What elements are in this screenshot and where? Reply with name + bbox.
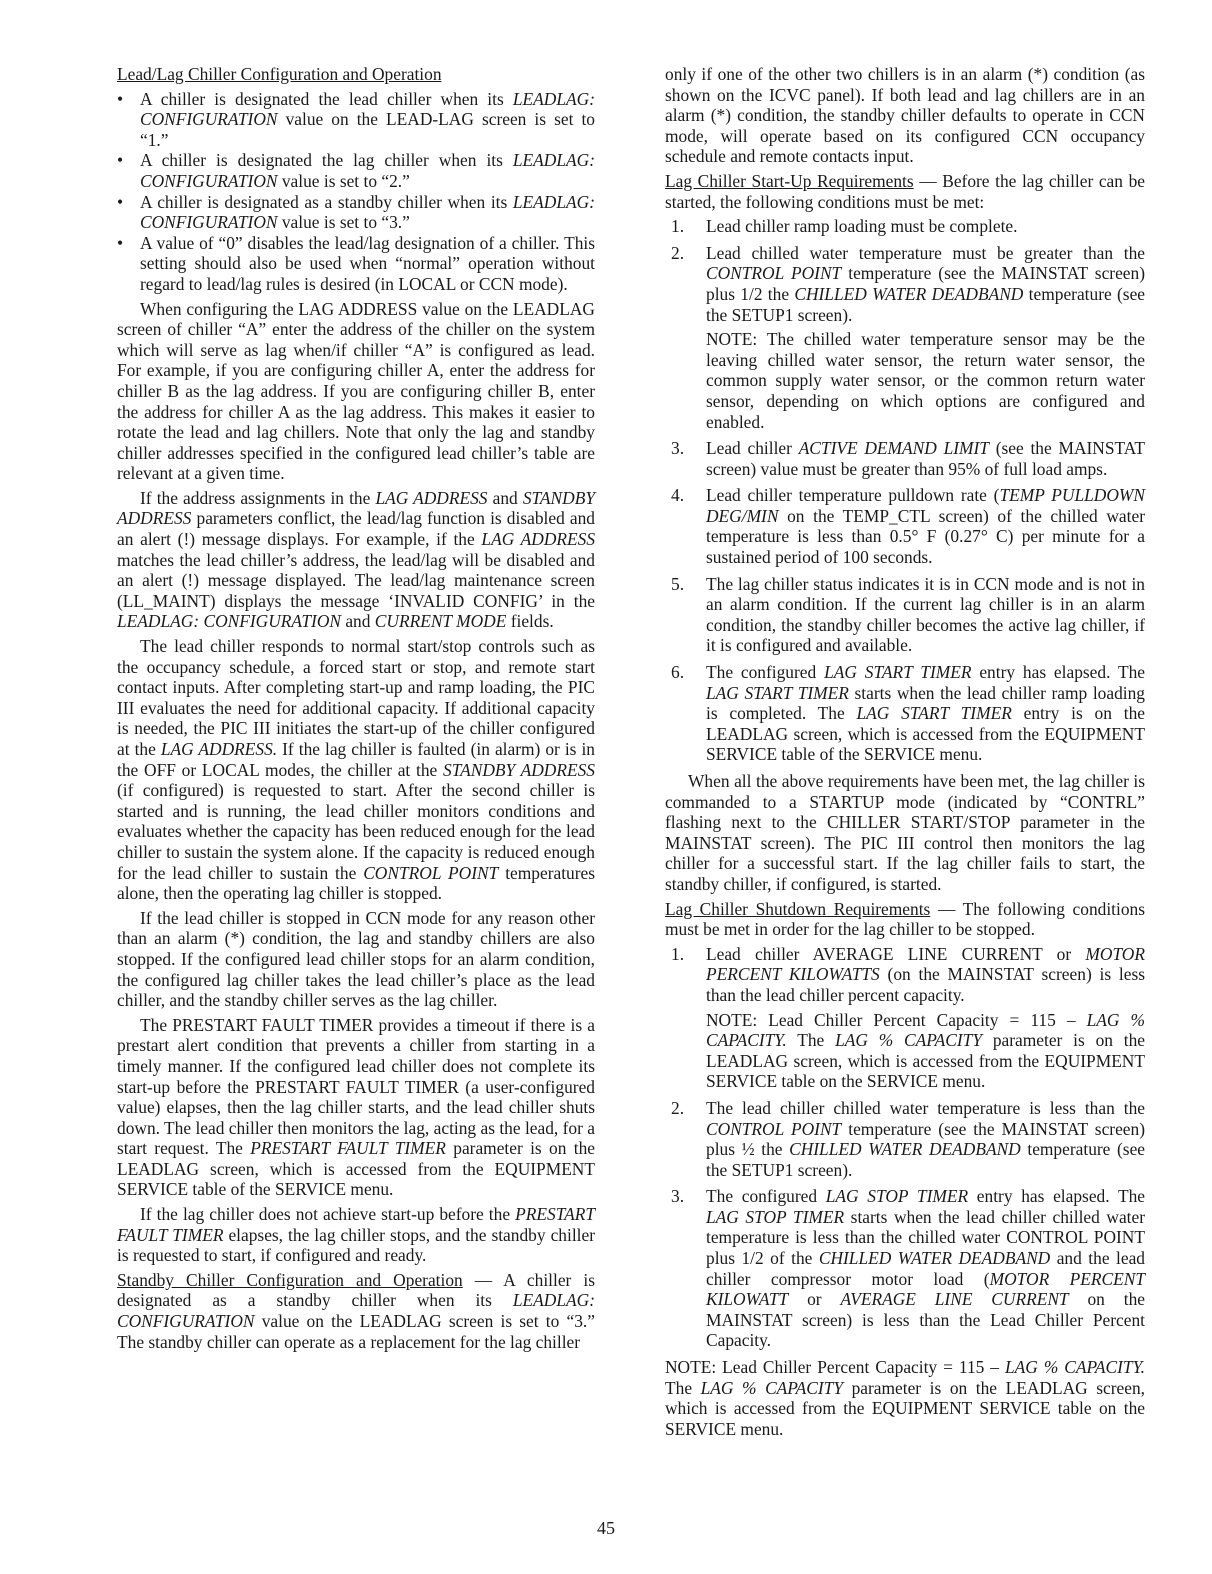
- shutdown-requirements-list: [665, 944, 1145, 1351]
- paragraph-startup-intro: Lag Chiller Start-Up Requirements — Before the lag chiller can be started, the following conditions must be met:: [665, 170, 1145, 212]
- page-number: 45: [597, 1518, 615, 1538]
- paragraph-prestart-timer: The PRESTART FAULT TIMER provides a timeout if there is a prestart alert condition that prevents a chiller from starting in a timely manner. If the configured lead chiller does not complete its start-up before the PRESTART FAULT TIMER (a user-configured value) elapses, then the lag chiller starts, and the lead chiller shuts down. The lead chiller then monitors the lag, acting as the lead, for a start request. The PRESTART FAULT TIMER parameter is on the LEADLAG screen, which is accessed from the EQUIPMENT SERVICE table of the SERVICE menu.: [117, 1014, 596, 1200]
- list-item: 4. Lead chiller temperature pulldown rate (TEMP PULLDOWN DEG/MIN on the TEMP_CTL screen) of the chilled water temperature is less than 0.5° F (0.27° C) per minute for a sustained period of 100 seconds.: [671, 485, 1145, 568]
- list-item: 2. The lead chiller chilled water temperature is less than the CONTROL POINT temperature (see the MAINSTAT screen) plus ½ the CHILLED WATER DEADBAND temperature (see the SETUP1 screen).: [671, 1097, 1146, 1180]
- list-item: • A chiller is designated the lag chiller when its LEADLAG: CONFIGURATION value is set to “2.”: [117, 150, 595, 191]
- designation-list: [117, 89, 595, 295]
- list-item: • A value of “0” disables the lead/lag designation of a chiller. This setting should also be used when “normal” operation without regard to lead/lag rules is desired (in LOCAL or CCN mode).: [117, 232, 595, 294]
- paragraph-startup-mode: When all the above requirements have been met, the lag chiller is commanded to a STARTUP mode (indicated by “CONTRL” flashing next to the CHILLER START/STOP parameter in the MAINSTAT screen). The PIC III control then monitors the lag chiller for a successful start. If the lag chiller fails to start, the standby chiller, if configured, is started.: [665, 771, 1145, 894]
- list-item: 1. Lead chiller AVERAGE LINE CURRENT or MOTOR PERCENT KILOWATTS (on the MAINSTAT screen) is less than the lead chiller percent capacity. NOTE: Lead Chiller Percent Capacity = 115 – LAG % CAPACITY. The LAG % CAPACITY parameter is on the LEADLAG screen, which is accessed from the EQUIPMENT SERVICE table on the SERVICE menu.: [671, 943, 1146, 1092]
- paragraph-standby-continued: only if one of the other two chillers is in an alarm (*) condition (as shown on the ICVC panel). If both lead and lag chillers are in an alarm (*) condition, the standby chiller defaults to operate in CCN mode, will operate based on its configured CCN occupancy schedule and remote contacts input.: [665, 64, 1145, 167]
- final-note: NOTE: Lead Chiller Percent Capacity = 115 – LAG % CAPACITY. The LAG % CAPACITY parameter is on the LEADLAG screen, which is accessed from the EQUIPMENT SERVICE table on the SERVICE menu.: [665, 1357, 1145, 1439]
- list-item: 5. The lag chiller status indicates it is in CCN mode and is not in an alarm condition. If the current lag chiller is in an alarm condition, the standby chiller becomes the active lag chiller, if it is configured and available.: [671, 573, 1145, 656]
- section-heading-shutdown: Lag Chiller Shutdown Requirements: [665, 898, 931, 919]
- list-item: 3. Lead chiller ACTIVE DEMAND LIMIT (see the MAINSTAT screen) value must be greater than 95% of full load amps.: [671, 438, 1146, 479]
- paragraph-lag-not-started: If the lag chiller does not achieve start-up before the PRESTART FAULT TIMER elapses, the lag chiller stops, and the standby chiller is requested to start, if configured and ready.: [117, 1204, 595, 1266]
- capacity-note: NOTE: Lead Chiller Percent Capacity = 115 – LAG % CAPACITY. The LAG % CAPACITY parameter is on the LEADLAG screen, which is accessed from the EQUIPMENT SERVICE table on the SERVICE menu.: [706, 1009, 1146, 1092]
- list-item: 3. The configured LAG STOP TIMER entry has elapsed. The LAG STOP TIMER starts when the lead chiller chilled water temperature is less than the chilled water CONTROL POINT plus 1/2 of the CHILLED WATER DEADBAND and the lead chiller compressor motor load (MOTOR PERCENT KILOWATT or AVERAGE LINE CURRENT on the MAINSTAT screen) is less than the Lead Chiller Percent Capacity.: [671, 1186, 1145, 1351]
- section-heading-lead-lag: Lead/Lag Chiller Configuration and Operation: [117, 64, 442, 84]
- startup-requirements-list: [665, 216, 1145, 765]
- right-column: [665, 64, 1145, 1443]
- sensor-note: NOTE: The chilled water temperature sensor may be the leaving chilled water sensor, the return water sensor, the common supply water sensor, or the common return water sensor, depending on which options are configured and enabled.: [706, 329, 1145, 432]
- paragraph-lead-response: The lead chiller responds to normal start/stop controls such as the occupancy schedule, a forced start or stop, and remote start contact inputs. After completing start-up and ramp loading, the PIC III evaluates the need for additional capacity. If additional capacity is needed, the PIC III initiates the start-up of the chiller configured at the LAG ADDRESS. If the lag chiller is faulted (in alarm) or is in the OFF or LOCAL modes, the chiller at the STANDBY ADDRESS (if configured) is requested to start. After the second chiller is started and is running, the lead chiller monitors conditions and evaluates whether the capacity has been reduced enough for the lead chiller to sustain the system alone. If the capacity is reduced enough for the lead chiller to sustain the CONTROL POINT temperatures alone, then the operating lag chiller is stopped.: [117, 636, 596, 904]
- list-item: 6. The configured LAG START TIMER entry has elapsed. The LAG START TIMER starts when the lead chiller ramp loading is completed. The LAG START TIMER entry is on the LEADLAG screen, which is accessed from the EQUIPMENT SERVICE table of the SERVICE menu.: [671, 662, 1145, 765]
- paragraph-lead-stopped: If the lead chiller is stopped in CCN mode for any reason other than an alarm (*) condition, the lag and standby chillers are also stopped. If the configured lead chiller stops for an alarm condition, the configured lag chiller takes the lead chiller’s place as the lead chiller, and the standby chiller serves as the lag chiller.: [117, 907, 595, 1011]
- paragraph-address-conflict: If the address assignments in the LAG ADDRESS and STANDBY ADDRESS parameters conflict, the lead/lag function is disabled and an alert (!) message displays. For example, if the LAG ADDRESS matches the lead chiller’s address, the lead/lag will be disabled and an alert (!) message displayed. The lead/lag maintenance screen (LL_MAINT) displays the message ‘INVALID CONFIG’ in the LEADLAG: CONFIGURATION and CURRENT MODE fields.: [117, 487, 596, 632]
- left-column: [117, 64, 595, 1356]
- list-item: • A chiller is designated the lead chiller when its LEADLAG: CONFIGURATION value on the LEAD-LAG screen is set to “1.”: [117, 88, 595, 150]
- section-heading-standby: Standby Chiller Configuration and Operation: [117, 1269, 463, 1290]
- list-item: • A chiller is designated as a standby chiller when its LEADLAG: CONFIGURATION value is set to “3.”: [117, 191, 595, 233]
- list-item: 1. Lead chiller ramp loading must be complete.: [671, 216, 1018, 237]
- paragraph-shutdown-intro: Lag Chiller Shutdown Requirements — The following conditions must be met in order for the lag chiller to be stopped.: [665, 898, 1145, 940]
- paragraph-standby-config: Standby Chiller Configuration and Operation — A chiller is designated as a standby chiller when its LEADLAG: CONFIGURATION value on the LEADLAG screen is set to “3.” The standby chiller can operate as a replacement for the lag chiller: [117, 1269, 595, 1352]
- paragraph-lag-address: When configuring the LAG ADDRESS value on the LEADLAG screen of chiller “A” enter the address of the chiller on the system which will serve as lag when/if chiller “A” is configured as lead. For example, if you are configuring chiller A, enter the address for chiller B as the lag address. If you are configuring chiller B, enter the address for chiller A as the lag address. This makes it easier to rotate the lead and lag chillers. Note that only the lag and standby chiller addresses specified in the configured lead chiller’s table are relevant at a given time.: [117, 298, 595, 484]
- section-heading-startup: Lag Chiller Start-Up Requirements: [665, 170, 914, 191]
- list-item: 2. Lead chilled water temperature must be greater than the CONTROL POINT temperature (see the MAINSTAT screen) plus 1/2 the CHILLED WATER DEADBAND temperature (see the SETUP1 screen). NOTE: The chilled water temperature sensor may be the leaving chilled water sensor, the return water sensor, the common supply water sensor, or the common return water sensor, depending on which options are configured and enabled.: [671, 242, 1146, 432]
